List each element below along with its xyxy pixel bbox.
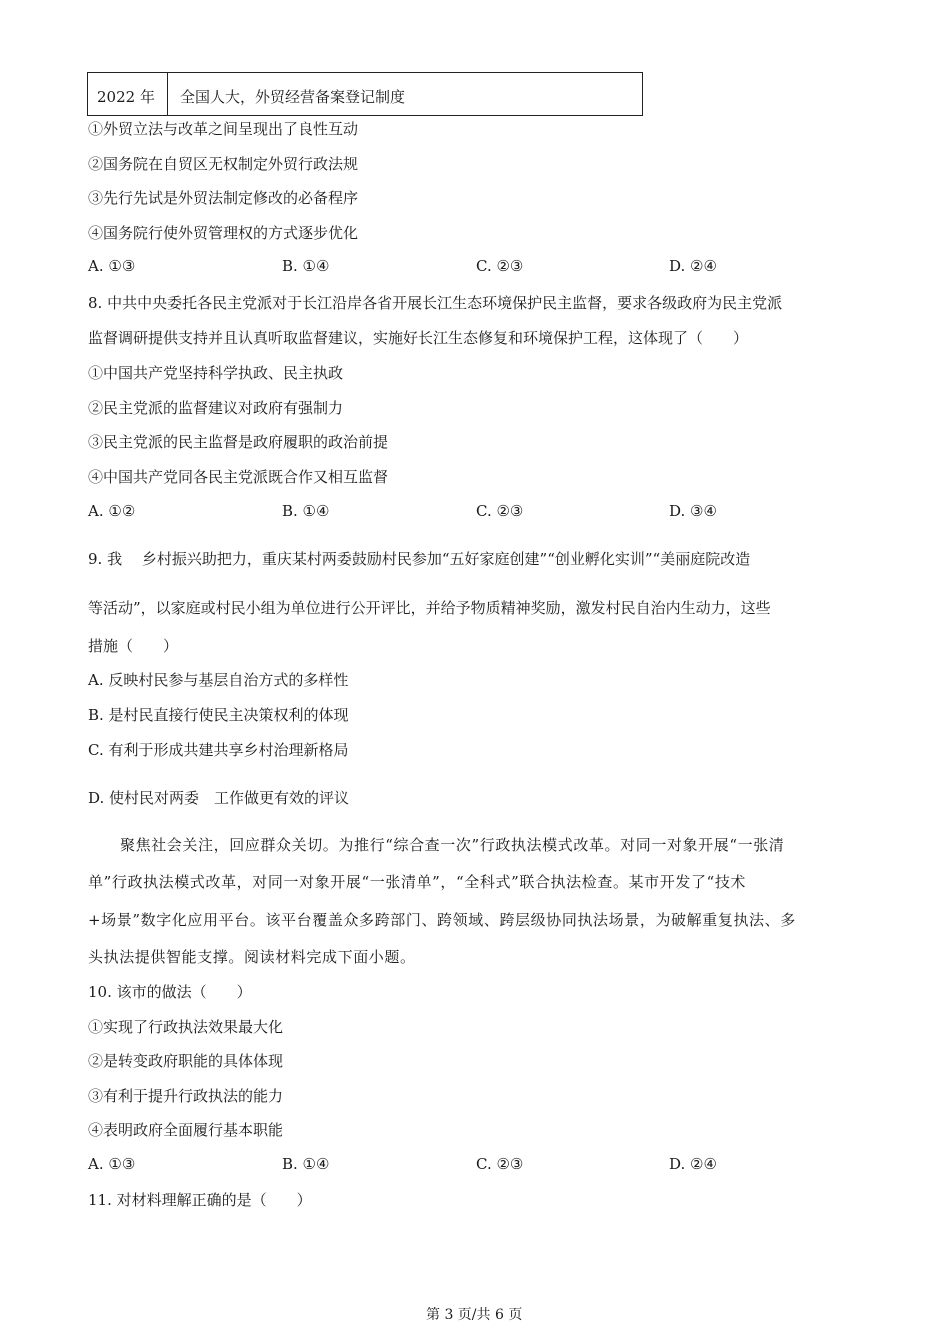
q10-statement-2: ②是转变政府职能的具体体现 [88, 1052, 284, 1070]
q7-option-d[interactable]: D. ②④ [669, 257, 717, 275]
q8-statement-4: ④中国共产党同各民主党派既合作又相互监督 [88, 468, 389, 486]
q10-option-c[interactable]: C. ②③ [476, 1155, 524, 1173]
q7-statement-4: ④国务院行使外贸管理权的方式逐步优化 [88, 224, 359, 242]
q9-option-a[interactable]: A. 反映村民参与基层自治方式的多样性 [88, 671, 349, 689]
material-line-3: +场景”数字化应用平台。该平台覆盖众多跨部门、跨领域、跨层级协同执法场景，为破解重复执法、多 [88, 911, 796, 929]
q9-option-d[interactable]: D. 使村民对两委 工作做更有效的评议 [88, 789, 350, 807]
q8-statement-3: ③民主党派的民主监督是政府履职的政治前提 [88, 433, 389, 451]
q11-stem: 11. 对材料理解正确的是（ ） [88, 1191, 312, 1209]
table-year-cell: 2022 年 [97, 88, 155, 106]
material-line-4: 头执法提供智能支撑。阅读材料完成下面小题。 [88, 948, 416, 966]
q9-stem-line-2: 等活动”，以家庭或村民小组为单位进行公开评比，并给予物质精神奖励，激发村民自治内生动力，这些 [88, 599, 771, 617]
q7-statement-1: ①外贸立法与改革之间呈现出了良性互动 [88, 120, 359, 138]
q8-option-c[interactable]: C. ②③ [476, 502, 524, 520]
q7-option-a[interactable]: A. ①③ [88, 257, 136, 275]
table-content-cell: 全国人大，外贸经营备案登记制度 [180, 88, 406, 106]
q7-statement-3: ③先行先试是外贸法制定修改的必备程序 [88, 189, 359, 207]
q8-statement-1: ①中国共产党坚持科学执政、民主执政 [88, 364, 344, 382]
q9-stem-line-3: 措施（ ） [88, 637, 179, 655]
q8-stem-line-1: 8. 中共中央委托各民主党派对于长江沿岸各省开展长江生态环境保护民主监督，要求各级政府为民主党派 [88, 294, 783, 312]
table-divider [167, 73, 168, 115]
q8-option-d[interactable]: D. ③④ [669, 502, 717, 520]
q10-statement-3: ③有利于提升行政执法的能力 [88, 1087, 284, 1105]
q10-statement-1: ①实现了行政执法效果最大化 [88, 1018, 284, 1036]
q10-option-a[interactable]: A. ①③ [88, 1155, 136, 1173]
material-line-2: 单”行政执法模式改革，对同一对象开展“一张清单”，“全科式”联合执法检查。某市开发了“技术 [88, 873, 747, 891]
q9-option-c[interactable]: C. 有利于形成共建共享乡村治理新格局 [88, 741, 349, 759]
q10-statement-4: ④表明政府全面履行基本职能 [88, 1121, 284, 1139]
policy-table [87, 72, 643, 116]
q10-option-d[interactable]: D. ②④ [669, 1155, 717, 1173]
q8-option-b[interactable]: B. ①④ [282, 502, 330, 520]
q10-option-b[interactable]: B. ①④ [282, 1155, 330, 1173]
material-line-1: 聚焦社会关注，回应群众关切。为推行“综合查一次”行政执法模式改革。对同一对象开展“一张清 [120, 836, 785, 854]
q7-option-c[interactable]: C. ②③ [476, 257, 524, 275]
q8-stem-line-2: 监督调研提供支持并且认真听取监督建议，实施好长江生态修复和环境保护工程，这体现了（ ） [88, 329, 749, 347]
q9-option-b[interactable]: B. 是村民直接行使民主决策权利的体现 [88, 706, 349, 724]
q7-option-b[interactable]: B. ①④ [282, 257, 330, 275]
q10-stem: 10. 该市的做法（ ） [88, 983, 252, 1001]
q7-statement-2: ②国务院在自贸区无权制定外贸行政法规 [88, 155, 359, 173]
q9-stem-line-1: 9. 我 乡村振兴助把力，重庆某村两委鼓励村民参加“五好家庭创建”“创业孵化实训”“美丽庭院改造 [88, 550, 751, 568]
q8-option-a[interactable]: A. ①② [88, 502, 136, 520]
q8-statement-2: ②民主党派的监督建议对政府有强制力 [88, 399, 344, 417]
page-number: 第 3 页/共 6 页 [426, 1307, 523, 1323]
